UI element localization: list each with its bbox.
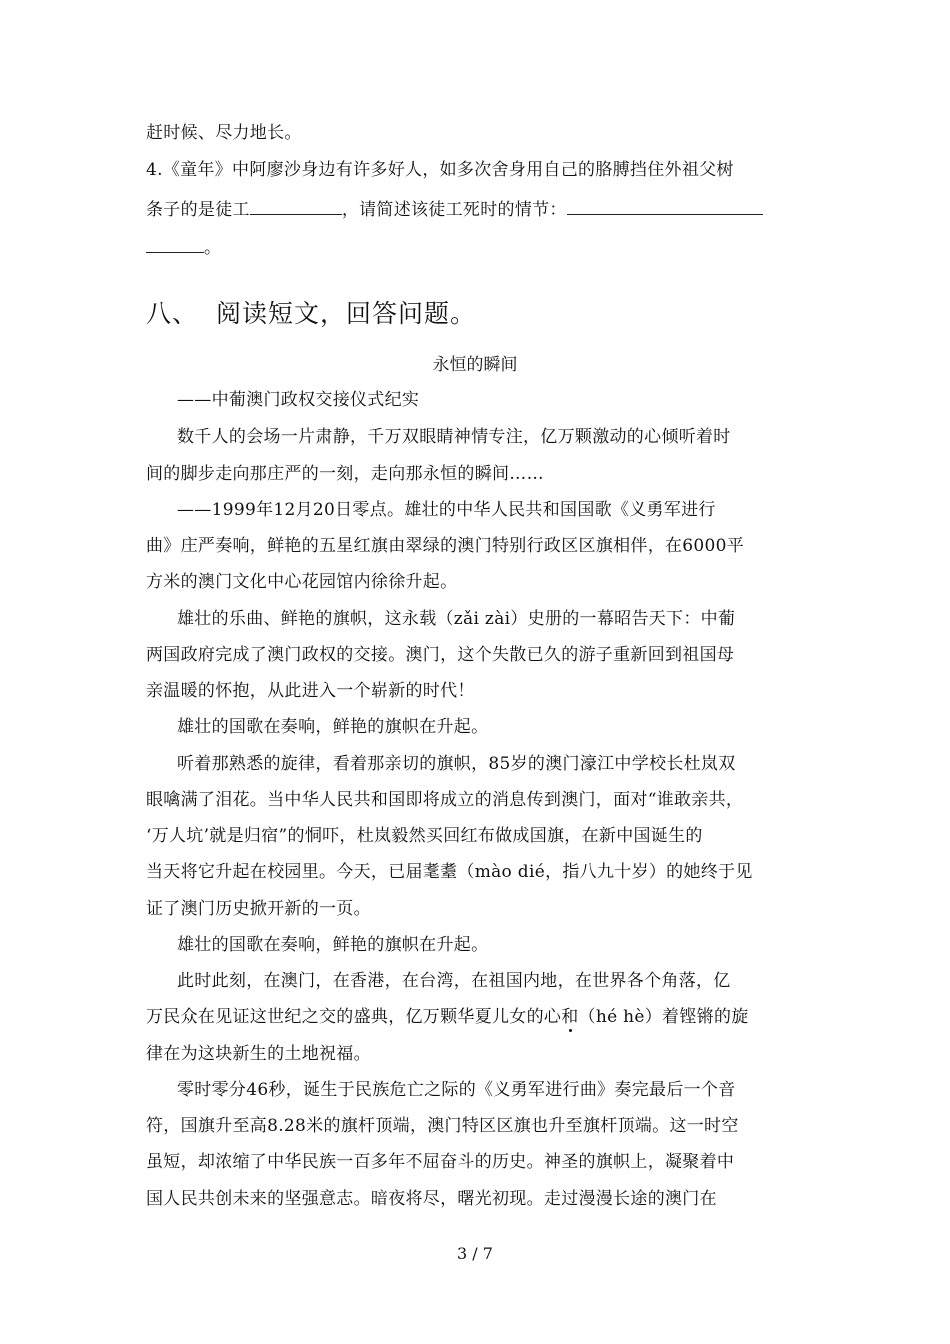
question-4-line-1: 4.《童年》中阿廖沙身边有许多好人，如多次舍身用自己的胳膊挡住外祖父树 (146, 160, 734, 180)
paragraph-line: 间的脚步走向那庄严的一刻，走向那永恒的瞬间…… (146, 464, 544, 484)
question-4-text-b: ，请简述该徒工死时的情节： (341, 200, 567, 220)
paragraph-line: 亲温暖的怀抱，从此进入一个崭新的时代！ (146, 681, 475, 701)
emphasized-character: 和 (561, 1007, 579, 1027)
paragraph-line: 两国政府完成了澳门政权的交接。澳门，这个失散已久的游子重新回到祖国母 (146, 645, 735, 665)
answer-blank-apprentice-name (250, 198, 342, 215)
page-number: 3 / 7 (457, 1244, 493, 1263)
paragraph-line: 当天将它升起在校园里。今天，已届耄耋（mào dié，指八九十岁）的她终于见 (146, 862, 753, 882)
paragraph-line: 国人民共创未来的坚强意志。暗夜将尽，曙光初现。走过漫漫长途的澳门在 (146, 1189, 717, 1209)
text-line: 赶时候、尽力地长。 (146, 123, 302, 143)
paragraph-line: 此时此刻，在澳门，在香港，在台湾，在祖国内地，在世界各个角落，亿 (177, 971, 731, 991)
paragraph-line: 虽短，却浓缩了中华民族一百多年不屈奋斗的历史。神圣的旗帜上，凝聚着中 (146, 1152, 735, 1172)
paragraph-line: 曲》庄严奏响，鲜艳的五星红旗由翠绿的澳门特别行政区区旗相伴，在6000平 (146, 536, 745, 556)
paragraph-line (146, 1007, 811, 1027)
paragraph-line: 律在为这块新生的土地祝福。 (146, 1044, 371, 1064)
paragraph-text: 万民众在见证这世纪之交的盛典，亿万颗华夏儿女的心 (146, 1007, 562, 1027)
paragraph-line: 符，国旗升至高8.28米的旗杆顶端，澳门特区区旗也升至旗杆顶端。这一时空 (146, 1116, 739, 1136)
question-4-line-3 (146, 236, 811, 258)
paragraph-line: 雄壮的国歌在奏响，鲜艳的旗帜在升起。 (177, 935, 489, 955)
paragraph-line: 零时零分46秒，诞生于民族危亡之际的《义勇军进行曲》奏完最后一个音 (177, 1080, 736, 1100)
paragraph-line: 听着那熟悉的旋律，看着那亲切的旗帜，85岁的澳门濠江中学校长杜岚双 (177, 754, 736, 774)
paragraph-line: 证了澳门历史掀开新的一页。 (146, 899, 371, 919)
paragraph-line: 眼噙满了泪花。当中华人民共和国即将成立的消息传到澳门，面对“谁敢亲共， (146, 790, 744, 810)
section-title: 阅读短文，回答问题。 (216, 299, 477, 328)
section-number: 八、 (146, 299, 199, 328)
question-4-end: 。 (204, 238, 222, 258)
question-4-text-a: 条子的是徒工 (146, 200, 250, 220)
paragraph-line: 雄壮的国歌在奏响，鲜艳的旗帜在升起。 (177, 717, 489, 737)
article-subtitle: ——中葡澳门政权交接仪式纪实 (177, 390, 420, 410)
question-4-line-2 (146, 198, 811, 220)
paragraph-line: ——1999年12月20日零点。雄壮的中华人民共和国国歌《义勇军进行 (177, 500, 716, 520)
paragraph-line: 数千人的会场一片肃静，千万双眼睛神情专注，亿万颗激动的心倾听着时 (177, 427, 731, 447)
paragraph-line: ‘万人坑’就是归宿”的恫吓，杜岚毅然买回红布做成国旗，在新中国诞生的 (146, 826, 703, 846)
paragraph-text: （hé hè）着铿锵的旋 (578, 1007, 749, 1027)
answer-blank-plot-1 (567, 198, 763, 215)
answer-blank-plot-2 (146, 236, 204, 253)
section-heading (146, 298, 476, 330)
paragraph-line: 雄壮的乐曲、鲜艳的旗帜，这永载（zǎi zài）史册的一幕昭告天下：中葡 (177, 609, 736, 629)
article-title: 永恒的瞬间 (432, 355, 518, 375)
paragraph-line: 方米的澳门文化中心花园馆内徐徐升起。 (146, 572, 458, 592)
